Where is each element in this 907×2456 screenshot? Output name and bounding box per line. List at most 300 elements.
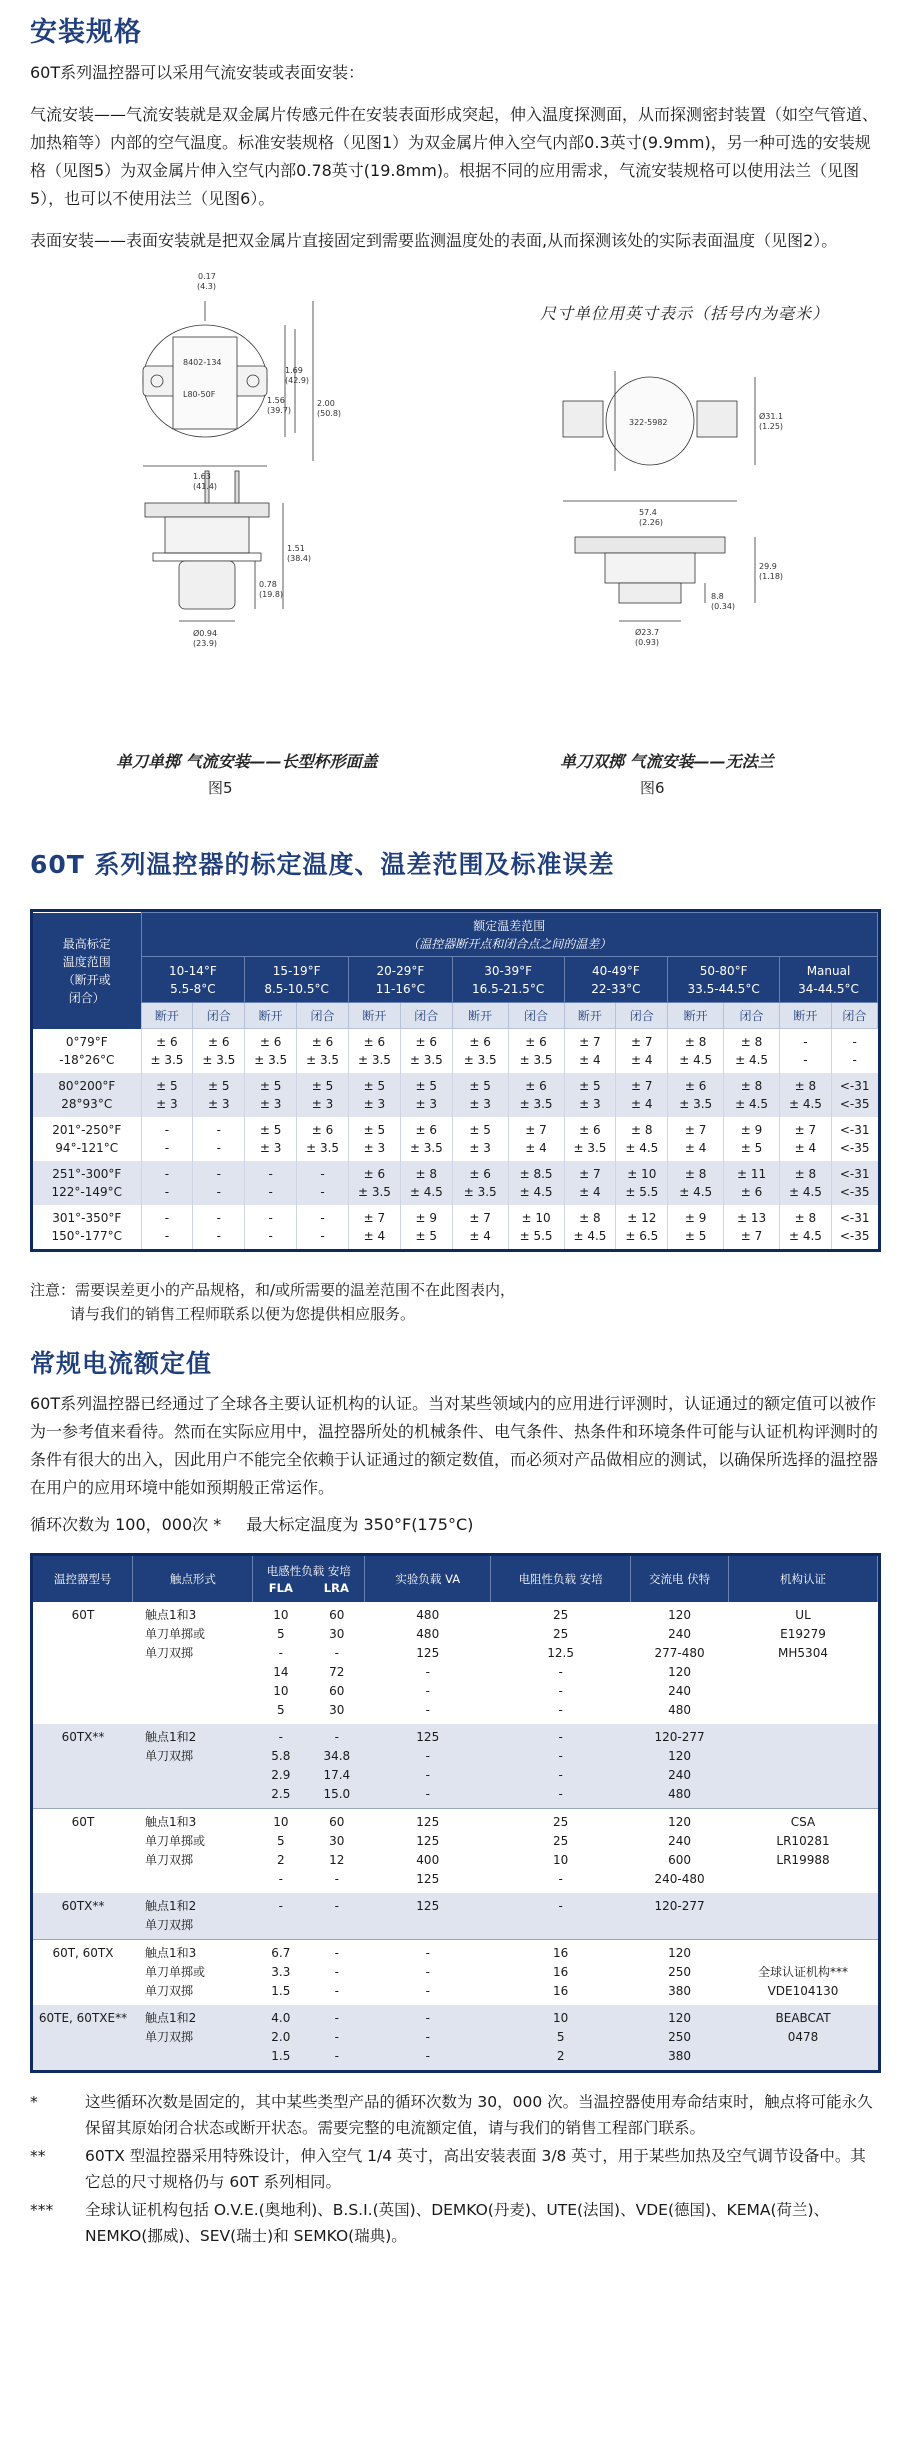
current-cell-pilot: 125: [365, 1893, 491, 1940]
tolerance-close: ± 4: [794, 1141, 817, 1155]
tolerance-open: ± 6: [525, 1079, 547, 1093]
tolerance-cell: [831, 1029, 877, 1074]
tolerance-open: ± 8.5: [519, 1167, 553, 1181]
group-header: [141, 913, 878, 957]
fig5-label: 图5: [208, 779, 233, 797]
current-cell-contact: 触点1和2 单刀双掷: [133, 2005, 253, 2070]
tolerance-open: ± 5: [259, 1123, 282, 1137]
range-f: 50-80°F: [699, 963, 748, 978]
tolerance-cell: [508, 1205, 564, 1249]
current-cell-pilot: 125 - - -: [365, 1724, 491, 1809]
tolerance-cell: [831, 1073, 877, 1117]
tolerance-cell: [564, 1029, 616, 1074]
current-row: [33, 1602, 878, 1724]
range-header: [349, 957, 453, 1003]
tolerance-open: ± 5: [469, 1079, 491, 1093]
row-header-line: 闭合）: [68, 990, 105, 1005]
tolerance-close: <-35: [839, 1097, 870, 1111]
fig5-dim-6: 2.00: [317, 399, 335, 408]
tolerance-open: ± 6: [259, 1035, 282, 1049]
tolerance-close: ± 3: [363, 1097, 386, 1111]
temp-f: 80°200°F: [58, 1079, 116, 1093]
current-cell-resistive: 16 16 16: [491, 1940, 631, 2006]
tolerance-cell: [724, 1161, 780, 1205]
tolerance-open: ± 8: [740, 1035, 763, 1049]
close-label: 闭合: [193, 1003, 245, 1029]
tolerance-cell: [616, 1029, 668, 1074]
tolerance-cell: [452, 1205, 508, 1249]
tolerance-cell: [724, 1117, 780, 1161]
row-header-line: 最高标定: [62, 936, 111, 951]
tolerance-cell: [245, 1117, 297, 1161]
tolerance-close: ± 4.5: [735, 1053, 769, 1067]
close-label: 闭合: [831, 1003, 877, 1029]
tolerance-open: ± 5: [363, 1123, 386, 1137]
current-row: [33, 1893, 878, 1940]
tolerance-close: ± 3.5: [254, 1053, 288, 1067]
fig5-part-1: L80-50F: [183, 390, 216, 399]
tolerance-open: ± 8: [740, 1079, 763, 1093]
current-cell-agency: [729, 1724, 878, 1809]
rating-row-label: [33, 1205, 141, 1249]
tolerance-cell: [141, 1205, 193, 1249]
tolerance-close: ± 3.5: [409, 1141, 443, 1155]
open-label: 断开: [245, 1003, 297, 1029]
fig5-dim-5: (39.7): [267, 406, 292, 415]
tolerance-open: ± 7: [579, 1167, 601, 1181]
current-cell-voltage: 120-277 120 240 480: [631, 1724, 729, 1809]
tolerance-cell: [616, 1073, 668, 1117]
temp-f: 251°-300°F: [52, 1167, 122, 1181]
tolerance-open: ± 9: [684, 1211, 707, 1225]
note-line-1: 注意：需要误差更小的产品规格，和/或所需要的温差范围不在此图表内，: [30, 1281, 516, 1299]
fig6-dim-2: 57.4: [639, 508, 657, 517]
tolerance-close: ± 3: [469, 1141, 491, 1155]
tolerance-close: ± 5.5: [625, 1185, 659, 1199]
rating-note: [30, 1278, 881, 1326]
col-model: 温控器型号: [33, 1556, 133, 1602]
rating-row-label: [33, 1161, 141, 1205]
tolerance-close: ± 4.5: [519, 1185, 553, 1199]
row-header-line: 温度范围: [62, 954, 111, 969]
tolerance-cell: [193, 1205, 245, 1249]
tolerance-open: <-31: [839, 1123, 870, 1137]
tolerance-open: ± 9: [740, 1123, 763, 1137]
tolerance-cell: [452, 1161, 508, 1205]
tolerance-open: -: [216, 1167, 221, 1181]
fig6-dim-5: (1.18): [759, 572, 784, 581]
tolerance-open: -: [320, 1167, 325, 1181]
col-contact: 触点形式: [133, 1556, 253, 1602]
tolerance-open: -: [216, 1123, 221, 1137]
current-cell-model: 60T: [71, 1608, 95, 1622]
fig6-dim-6: 8.8: [711, 592, 724, 601]
current-cell-lra: - - -: [309, 1940, 365, 2006]
tolerance-close: ± 4.5: [788, 1185, 822, 1199]
tolerance-open: ± 5: [415, 1079, 438, 1093]
col-fla: FLA: [268, 1581, 293, 1595]
tolerance-open: ± 6: [156, 1035, 178, 1049]
cycle-line: [30, 1512, 881, 1535]
col-pilot: 实验负载 VA: [365, 1556, 491, 1602]
tolerance-cell: [297, 1205, 349, 1249]
fig5-part-0: 8402-134: [183, 358, 222, 367]
close-label: 闭合: [508, 1003, 564, 1029]
fig6-part-0: 322-5982: [629, 418, 668, 427]
fig5-dim-11: (38.4): [287, 554, 312, 563]
tolerance-open: ± 7: [579, 1035, 601, 1049]
max-temp: 最大标定温度为 350°F(175°C): [246, 1515, 474, 1534]
tolerance-close: -: [320, 1185, 325, 1199]
close-label: 闭合: [400, 1003, 452, 1029]
tolerance-cell: [831, 1117, 877, 1161]
footnotes: [30, 2089, 881, 2249]
fig6-dim-9: (0.93): [635, 638, 660, 647]
tolerance-close: -: [320, 1229, 325, 1243]
fig5-dim-2: 1.69: [285, 366, 303, 375]
current-cell-agency: CSA LR10281 LR19988: [729, 1809, 878, 1894]
tolerance-close: ± 4: [579, 1053, 601, 1067]
open-label: 断开: [780, 1003, 832, 1029]
tolerance-open: -: [164, 1211, 170, 1225]
tolerance-close: -: [164, 1185, 170, 1199]
tolerance-close: ± 3.5: [306, 1141, 340, 1155]
tolerance-close: ± 3: [156, 1097, 178, 1111]
current-cell-pilot: - - -: [365, 2005, 491, 2070]
tolerance-open: ± 10: [521, 1211, 551, 1225]
fig5-dim-7: (50.8): [317, 409, 342, 418]
tolerance-cell: [349, 1117, 401, 1161]
range-c: 33.5-44.5°C: [687, 981, 760, 996]
tolerance-close: ± 3: [415, 1097, 438, 1111]
rating-row-label: [33, 1073, 141, 1117]
tolerance-cell: [297, 1117, 349, 1161]
current-cell-model: 60TE, 60TXE**: [33, 2005, 133, 2070]
tolerance-close: -: [852, 1053, 857, 1067]
fig6-dim-3: (2.26): [639, 518, 664, 527]
range-c: 5.5-8°C: [170, 981, 216, 996]
current-cell-model: 60T, 60TX: [33, 1940, 133, 2006]
tolerance-close: ± 3.5: [202, 1053, 236, 1067]
col-agency: 机构认证: [729, 1556, 878, 1602]
open-label: 断开: [668, 1003, 724, 1029]
tolerance-cell: [141, 1073, 193, 1117]
current-cell-lra: 60 30 - 72 60 30: [329, 1608, 345, 1717]
rating-row-label: [33, 1029, 141, 1074]
footnote-mark: **: [30, 2147, 46, 2165]
surface-paragraph: 表面安装——表面安装就是把双金属片直接固定到需要监测温度处的表面,从而探测该处的实际表面温度（见图2）。: [30, 231, 838, 250]
tolerance-open: ± 7: [684, 1123, 707, 1137]
tolerance-open: ± 6: [363, 1167, 386, 1181]
tolerance-cell: [245, 1205, 297, 1249]
fig5-dim-13: (19.8): [259, 590, 284, 599]
tolerance-close: ± 3.5: [150, 1053, 184, 1067]
tolerance-open: ± 5: [363, 1079, 386, 1093]
tolerance-cell: [349, 1073, 401, 1117]
rating-row: [33, 1029, 878, 1074]
rating-row: [33, 1073, 878, 1117]
install-title: 安装规格: [30, 17, 142, 48]
tolerance-close: -: [268, 1229, 273, 1243]
col-voltage: 交流电 伏特: [631, 1556, 729, 1602]
tolerance-close: ± 4.5: [735, 1097, 769, 1111]
tolerance-open: -: [216, 1211, 221, 1225]
tolerance-close: ± 4.5: [625, 1141, 659, 1155]
tolerance-cell: [831, 1205, 877, 1249]
current-cell-resistive: - - - -: [491, 1724, 631, 1809]
tolerance-close: ± 6: [740, 1185, 763, 1199]
tolerance-cell: [141, 1117, 193, 1161]
tolerance-open: -: [164, 1167, 170, 1181]
tolerance-close: ± 5.5: [519, 1229, 553, 1243]
footnote: [30, 2197, 881, 2249]
tolerance-cell: [297, 1161, 349, 1205]
tolerance-open: ± 8: [631, 1123, 653, 1137]
tolerance-open: ± 13: [736, 1211, 767, 1225]
close-label: 闭合: [724, 1003, 780, 1029]
temp-f: 0°79°F: [65, 1034, 108, 1049]
tolerance-close: ± 4: [684, 1141, 707, 1155]
tolerance-open: ± 7: [631, 1035, 653, 1049]
tolerance-open: -: [803, 1035, 808, 1049]
tolerance-close: ± 3.5: [357, 1053, 391, 1067]
tolerance-close: ± 3.5: [519, 1097, 553, 1111]
tolerance-cell: [780, 1205, 832, 1249]
tolerance-cell: [780, 1161, 832, 1205]
current-cell-resistive: 25 25 12.5 - - -: [547, 1608, 574, 1717]
current-cell-model: 60TX**: [33, 1724, 133, 1809]
rating-row: [33, 1205, 878, 1249]
tolerance-cell: [349, 1161, 401, 1205]
fig6-dim-1: (1.25): [759, 422, 784, 431]
group-header-sub: （温控器断开点和闭合点之间的温差）: [407, 936, 612, 951]
current-cell-voltage: 120-277: [631, 1893, 729, 1940]
current-cell-lra: -: [309, 1893, 365, 1940]
tolerance-close: ± 4: [631, 1053, 653, 1067]
current-cell-lra: 60 30 12 -: [309, 1809, 365, 1894]
tolerance-cell: [564, 1073, 616, 1117]
fig5-dim-4: 1.56: [267, 396, 285, 405]
current-cell-fla: - 5.8 2.9 2.5: [253, 1724, 309, 1809]
fig5-caption: 单刀单掷 气流安装——长型杯形面盖: [116, 752, 378, 771]
current-title: 常规电流额定值: [30, 1349, 213, 1378]
footnote-mark: *: [30, 2093, 38, 2111]
tolerance-close: ± 5: [415, 1229, 438, 1243]
tolerance-cell: [616, 1205, 668, 1249]
tolerance-open: ± 8: [579, 1211, 601, 1225]
fig5-dim-10: 1.51: [287, 544, 305, 553]
row-header-line: （断开或: [62, 972, 111, 987]
range-c: 11-16°C: [375, 981, 425, 996]
tolerance-cell: [193, 1161, 245, 1205]
tolerance-cell: [452, 1117, 508, 1161]
tolerance-close: ± 4: [469, 1229, 491, 1243]
tolerance-close: ± 4: [631, 1097, 653, 1111]
current-cell-contact: 触点1和3 单刀单掷或 单刀双掷: [144, 1608, 205, 1660]
tolerance-cell: [141, 1029, 193, 1074]
close-label: 闭合: [297, 1003, 349, 1029]
tolerance-cell: [400, 1073, 452, 1117]
fig5-dim-14: Ø0.94: [193, 629, 218, 638]
tolerance-open: -: [268, 1167, 273, 1181]
tolerance-close: ± 3.5: [357, 1185, 391, 1199]
tolerance-cell: [193, 1029, 245, 1074]
footnote: [30, 2143, 881, 2195]
tolerance-open: ± 7: [363, 1211, 386, 1225]
tolerance-close: ± 4.5: [679, 1053, 713, 1067]
tolerance-open: ± 6: [415, 1035, 438, 1049]
tolerance-cell: [668, 1117, 724, 1161]
range-f: 15-19°F: [272, 963, 321, 978]
tolerance-close: ± 4.5: [573, 1229, 607, 1243]
open-label: 断开: [452, 1003, 508, 1029]
fig5-dim-8: 1.63: [193, 472, 211, 481]
range-f: Manual: [806, 963, 851, 978]
tolerance-open: ± 7: [794, 1123, 817, 1137]
tolerance-cell: [564, 1161, 616, 1205]
col-motor-label: 电感性负载 安培: [266, 1564, 351, 1578]
tolerance-cell: [245, 1029, 297, 1074]
tolerance-close: ± 3.5: [463, 1053, 497, 1067]
tolerance-cell: [724, 1205, 780, 1249]
tolerance-cell: [780, 1117, 832, 1161]
current-cell-contact: 触点1和3 单刀单掷或 单刀双掷: [133, 1940, 253, 2006]
tolerance-close: -: [268, 1185, 273, 1199]
current-cell-fla: 6.7 3.3 1.5: [253, 1940, 309, 2006]
tolerance-open: <-31: [839, 1079, 870, 1093]
current-cell-fla: 10 5 - 14 10 5: [273, 1608, 289, 1717]
tolerance-cell: [508, 1117, 564, 1161]
tolerance-close: ± 3: [469, 1097, 491, 1111]
tolerance-cell: [193, 1073, 245, 1117]
tolerance-open: ± 9: [415, 1211, 438, 1225]
range-f: 40-49°F: [591, 963, 640, 978]
tolerance-close: ± 4: [525, 1141, 547, 1155]
tolerance-cell: [400, 1161, 452, 1205]
col-motor: [253, 1556, 365, 1602]
range-c: 8.5-10.5°C: [264, 981, 329, 996]
tolerance-open: ± 8: [794, 1079, 817, 1093]
tolerance-open: ± 6: [311, 1035, 334, 1049]
tolerance-cell: [668, 1029, 724, 1074]
current-cell-lra: - - -: [309, 2005, 365, 2070]
current-row: [33, 1940, 878, 2006]
tolerance-cell: [452, 1029, 508, 1074]
tolerance-close: ± 3.5: [573, 1141, 607, 1155]
fig5-dim-9: (41.4): [193, 482, 218, 491]
tolerance-cell: [668, 1161, 724, 1205]
rating-row: [33, 1117, 878, 1161]
tolerance-close: ± 6.5: [625, 1229, 659, 1243]
tolerance-close: <-35: [839, 1185, 870, 1199]
tolerance-close: -: [164, 1141, 170, 1155]
fig6-dim-4: 29.9: [759, 562, 777, 571]
range-header: [452, 957, 564, 1003]
tolerance-open: -: [268, 1211, 273, 1225]
tolerance-cell: [245, 1161, 297, 1205]
tolerance-cell: [508, 1029, 564, 1074]
tolerance-open: ± 6: [311, 1123, 334, 1137]
temp-c: 94°-121°C: [55, 1141, 119, 1155]
tolerance-open: ± 6: [579, 1123, 601, 1137]
current-cell-pilot: 480 480 125 - - -: [416, 1608, 440, 1717]
current-cell-agency: [729, 1893, 878, 1940]
current-cell-lra: - 34.8 17.4 15.0: [309, 1724, 365, 1809]
range-header: [245, 957, 349, 1003]
fig6-label: 图6: [640, 779, 665, 797]
tolerance-cell: [245, 1073, 297, 1117]
tolerance-cell: [349, 1205, 401, 1249]
tolerance-open: ± 8: [794, 1211, 817, 1225]
range-f: 20-29°F: [376, 963, 425, 978]
temp-c: 150°-177°C: [51, 1229, 123, 1243]
col-resistive: 电阻性负载 安培: [491, 1556, 631, 1602]
tolerance-open: ± 6: [208, 1035, 230, 1049]
install-intro: 60T系列温控器可以采用气流安装或表面安装：: [30, 63, 365, 82]
tolerance-open: ± 7: [525, 1123, 547, 1137]
tolerance-close: ± 3.5: [679, 1097, 713, 1111]
footnote-mark: ***: [30, 2201, 54, 2219]
current-cell-fla: 4.0 2.0 1.5: [253, 2005, 309, 2070]
current-cell-pilot: 125 125 400 125: [365, 1809, 491, 1894]
close-label: 闭合: [616, 1003, 668, 1029]
current-cell-contact: 触点1和3 单刀单掷或 单刀双掷: [133, 1809, 253, 1894]
tolerance-close: ± 4: [363, 1229, 386, 1243]
range-c: 22-33°C: [591, 981, 641, 996]
fig5-dim-12: 0.78: [259, 580, 277, 589]
tolerance-cell: [831, 1161, 877, 1205]
current-cell-model: 60T: [33, 1809, 133, 1894]
tolerance-close: ± 4.5: [788, 1229, 822, 1243]
fig5-dim-0: 0.17: [198, 272, 216, 281]
current-cell-agency: 全球认证机构*** VDE104130: [729, 1940, 878, 2006]
fig5-dim-15: (23.9): [193, 639, 218, 648]
open-label: 断开: [564, 1003, 616, 1029]
tolerance-open: ± 11: [736, 1167, 767, 1181]
footnote-text: 全球认证机构包括 O.V.E.(奥地利)、B.S.I.(英国)、DEMKO(丹麦)、UTE(法国)、VDE(德国)、KEMA(荷兰)、NEMKO(挪威)、SEV(瑞士)和 SEMKO(瑞典)。: [85, 2201, 830, 2245]
tolerance-close: ± 3: [259, 1097, 282, 1111]
tolerance-cell: [616, 1161, 668, 1205]
tolerance-cell: [452, 1073, 508, 1117]
tolerance-open: -: [164, 1123, 170, 1137]
tolerance-cell: [564, 1117, 616, 1161]
rating-table: [30, 909, 881, 1252]
tolerance-close: ± 3: [259, 1141, 282, 1155]
tolerance-open: ± 5: [156, 1079, 178, 1093]
current-row: [33, 1809, 878, 1894]
range-header: [668, 957, 780, 1003]
tolerance-close: -: [164, 1229, 170, 1243]
tolerance-cell: [564, 1205, 616, 1249]
footnote: [30, 2089, 881, 2141]
fig6-caption: 单刀双掷 气流安装——无法兰: [560, 752, 774, 771]
current-cell-voltage: 120 240 600 240-480: [631, 1809, 729, 1894]
tolerance-open: ± 5: [311, 1079, 334, 1093]
tolerance-open: ± 8: [794, 1167, 817, 1181]
tolerance-open: ± 5: [579, 1079, 601, 1093]
tolerance-close: ± 3: [363, 1141, 386, 1155]
unit-note: 尺寸单位用英寸表示（括号内为毫米）: [540, 304, 830, 323]
tolerance-close: <-35: [839, 1141, 870, 1155]
tolerance-cell: [508, 1161, 564, 1205]
current-cell-voltage: 120 240 277-480 120 240 480: [654, 1608, 705, 1717]
tolerance-close: ± 3.5: [306, 1053, 340, 1067]
current-cell-voltage: 120 250 380: [631, 2005, 729, 2070]
tolerance-cell: [724, 1029, 780, 1074]
range-header: [564, 957, 668, 1003]
current-cell-fla: 10 5 2 -: [253, 1809, 309, 1894]
tolerance-open: ± 5: [469, 1123, 491, 1137]
